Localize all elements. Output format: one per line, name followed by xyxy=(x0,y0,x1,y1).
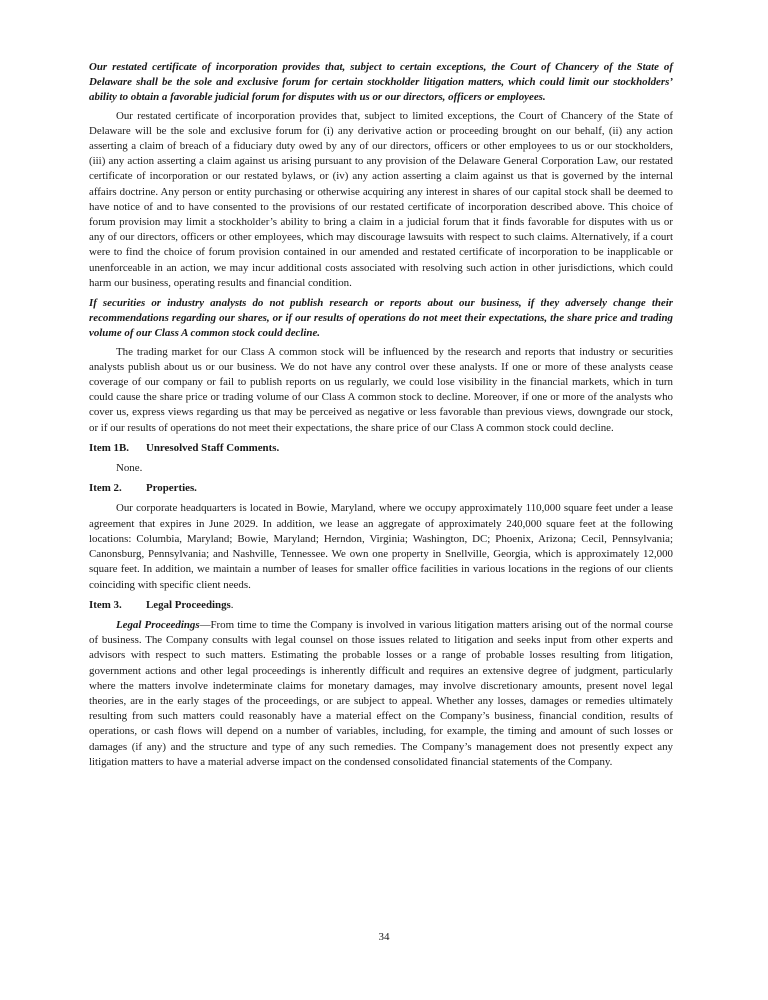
item-1b-heading xyxy=(89,441,673,456)
item-2-number: Item 2. xyxy=(89,482,122,495)
item-3-heading xyxy=(89,598,673,613)
item-1b-number: Item 1B. xyxy=(89,441,129,454)
item-2-body: Our corporate headquarters is located in Bowie, Maryland, where we occupy approximately 110,000 square feet under a lease agreement that expires in June 2029. In addition, we lease an aggregate of approximately 240,000 square feet at the following locations: Columbia, Maryland; Bowie, Maryland; Herndon, Virginia; Washington, DC; Phoenix, Arizona; Cecil, Pennsylvania; Canonsburg, Pennsylvania; and Nashville, Tennessee. We own one property in Snellville, Georgia, which is approximately 12,000 square feet. In addition, we maintain a number of leases for smaller office facilities in various locations in the regions of our clients coinciding with specific client needs. xyxy=(89,502,673,591)
item-1b-body: None. xyxy=(116,462,143,475)
item-3-number: Item 3. xyxy=(89,598,122,611)
item-1b-title: Unresolved Staff Comments. xyxy=(146,441,280,454)
legal-proceedings-text: —From time to time the Company is involved in various litigation matters arising out of the normal course of business. The Company consults with legal counsel on those issues related to litigation and seeks input from other experts and advisors with respect to such matters. Estimating the probable losses or a range of probable losses resulting from litigation, government actions and other legal proceedings is inherently difficult and requires an extensive degree of judgment, particularly where the matters involve indeterminate claims for monetary damages, may involve discretionary amounts, present novel legal theories, are in the early stages of the proceedings, or are subject to appeal. Whether any losses, damages or remedies ultimately resulting from such matters could reasonably have a material effect on the Company’s business, financial condition, results of operations, or cash flows will depend on a number of variables, including, for example, the timing and amount of such losses or damages (if any) and the structure and type of any such remedies. The Company’s management does not presently expect any litigation matters to have a material adverse impact on the condensed consolidated financial statements of the Company. xyxy=(89,618,673,768)
legal-proceedings-lead: Legal Proceedings xyxy=(116,618,200,631)
item-3-title: Legal Proceedings xyxy=(146,598,231,611)
item-3-title-suffix: . xyxy=(230,598,234,611)
risk-factor-body-forum: Our restated certificate of incorporation provides that, subject to limited exceptions, the Court of Chancery of the State of Delaware will be the sole and exclusive forum for (i) any derivative action or proceeding brought on our behalf, (ii) any action asserting a claim of breach of a fiduciary duty owed by any of our directors, officers or other employees to us or our stockholders, (iii) any action asserting a claim against us arising pursuant to any provision of the Delaware General Corporation Law, our restated certificate of incorporation or our restated bylaws, or (iv) any action asserting a claim against us that is governed by the internal affairs doctrine. Any person or entity purchasing or otherwise acquiring any interest in shares of our capital stock shall be deemed to have notice of and to have consented to the provisions of our restated certificate of incorporation described above. This choice of forum provision may limit a stockholder’s ability to bring a claim in a judicial forum that it finds favorable for disputes with us or any of our directors, officers or other employees, which may discourage lawsuits with respect to such claims. Alternatively, if a court were to find the choice of forum provision contained in our amended and restated certificate of incorporation to be inapplicable or unenforceable in an action, we may incur additional costs associated with resolving such action in other jurisdictions, which could harm our business, operating results and financial condition. xyxy=(89,109,673,289)
page-number: 34 xyxy=(378,931,390,943)
risk-factor-heading-analysts: If securities or industry analysts do not publish research or reports about our business, if they adversely change their recommendations regarding our shares, or if our results of operations do not meet their expectations, the share price and trading volume of our Class A common stock could decline. xyxy=(89,297,673,340)
item-3-body xyxy=(89,618,673,770)
document-page xyxy=(89,60,673,775)
risk-factor-heading-forum: Our restated certificate of incorporation provides that, subject to certain exceptions, the Court of Chancery of the State of Delaware shall be the sole and exclusive forum for certain stockholder litigation matters, which could limit our stockholders’ ability to obtain a favorable judicial forum for disputes with us or our directors, officers or employees. xyxy=(89,61,673,104)
risk-factor-body-analysts: The trading market for our Class A common stock will be influenced by the research and reports that industry or securities analysts publish about us or our business. We do not have any control over these analysts. If one or more of these analysts cease coverage of our company or fail to publish reports on us regularly, we could lose visibility in the financial markets, which in turn could cause the share price or trading volume of our Class A common stock to decline. Moreover, if one or more of the analysts who cover us, express views regarding us that may be perceived as negative or less favorable than previous views, downgrade our stock, or if our results of operations do not meet their expectations, the share price of our Class A common stock could decline. xyxy=(89,345,673,434)
item-2-heading xyxy=(89,481,673,496)
item-2-title: Properties. xyxy=(146,482,197,495)
